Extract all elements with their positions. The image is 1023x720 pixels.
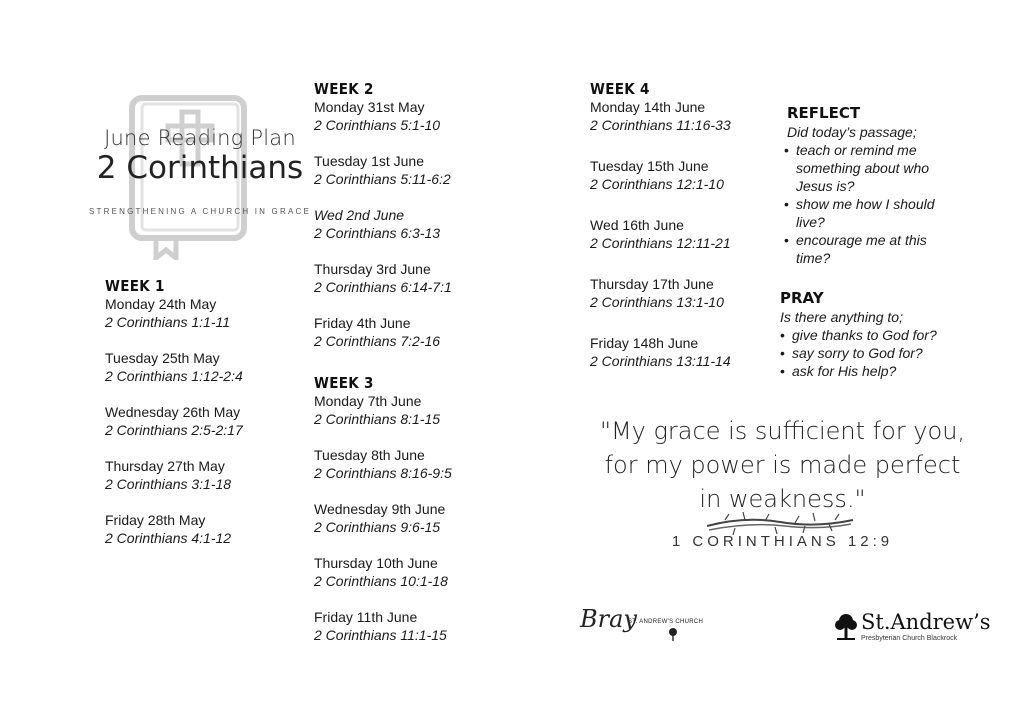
week-1-section (105, 277, 243, 565)
reading-entry (314, 260, 452, 296)
reading-entry (105, 403, 243, 439)
list-item: • encourage me at this time? (784, 231, 962, 267)
week-3-section (314, 374, 452, 662)
reading-entry (314, 98, 452, 134)
reflect-section (787, 103, 962, 267)
bray-logo-subtitle: ST. ANDREW'S CHURCH (628, 619, 704, 625)
reading-ref: 2 Corinthians 3:1-18 (105, 476, 232, 492)
reading-entry (314, 608, 452, 644)
reading-ref: 2 Corinthians 7:2-16 (314, 333, 441, 349)
reading-day: Tuesday 1st June (314, 153, 424, 169)
reading-entry (314, 446, 452, 482)
reading-ref: 2 Corinthians 5:1-10 (314, 117, 441, 133)
week-heading: WEEK 3 (314, 374, 374, 392)
reading-day: Monday 7th June (314, 393, 422, 409)
reading-entry (105, 511, 243, 547)
reflect-list (784, 141, 962, 267)
reading-entry (590, 216, 731, 252)
reading-day: Tuesday 8th June (314, 447, 425, 463)
st-andrews-name: St.Andrew’s (861, 610, 991, 634)
tree-icon (833, 612, 859, 642)
reading-day: Thursday 17th June (590, 276, 714, 292)
reading-entry (105, 295, 243, 331)
list-item: • ask for His help? (780, 362, 965, 380)
pray-heading: PRAY (780, 289, 824, 307)
pray-intro: Is there anything to; (780, 309, 903, 325)
list-item: • teach or remind me something about who Jesus is? (784, 141, 962, 195)
tagline: STRENGTHENING A CHURCH IN GRACE (89, 207, 311, 216)
bray-logo-script: Bray (580, 605, 637, 633)
reading-entry (314, 152, 452, 188)
pray-section (780, 288, 965, 380)
reflect-intro: Did today’s passage; (787, 124, 917, 140)
reading-ref: 2 Corinthians 8:1-15 (314, 411, 441, 427)
reading-day: Friday 28th May (105, 512, 206, 528)
reading-day: Monday 14th June (590, 99, 706, 115)
list-item: • show me how I should live? (784, 195, 962, 231)
reading-entry (590, 334, 731, 370)
reading-entry (105, 457, 243, 493)
pray-list (780, 326, 965, 380)
reading-entry (314, 500, 452, 536)
reading-day: Tuesday 15th June (590, 158, 709, 174)
reading-ref: 2 Corinthians 6:14-7:1 (314, 279, 452, 295)
reading-day: Wed 2nd June (314, 207, 405, 223)
week-4-section (590, 80, 731, 388)
reading-ref: 2 Corinthians 9:6-15 (314, 519, 441, 535)
reading-day: Thursday 3rd June (314, 261, 431, 277)
scripture-quote: "My grace is sufficient for you, for my power is made perfect in weakness." (599, 417, 966, 513)
st-andrews-logo (833, 610, 993, 646)
reading-ref: 2 Corinthians 13:1-10 (590, 294, 724, 310)
reading-day: Thursday 27th May (105, 458, 225, 474)
week-heading: WEEK 2 (314, 80, 374, 98)
reading-day: Friday 11th June (314, 609, 418, 625)
reading-ref: 2 Corinthians 11:16-33 (590, 117, 731, 133)
reflect-heading: REFLECT (787, 104, 861, 122)
reading-ref: 2 Corinthians 13:11-14 (590, 353, 731, 369)
reading-day: Friday 148h June (590, 335, 699, 351)
book-title: 2 Corinthians (96, 150, 304, 186)
reading-ref: 2 Corinthians 10:1-18 (314, 573, 448, 589)
reading-ref: 2 Corinthians 1:1-11 (105, 314, 231, 330)
list-item: • give thanks to God for? (780, 326, 965, 344)
reading-ref: 2 Corinthians 2:5-2:17 (105, 422, 243, 438)
reading-day: Tuesday 25th May (105, 350, 220, 366)
reading-entry (314, 206, 452, 242)
reading-entry (590, 275, 731, 311)
reading-day: Wednesday 26th May (105, 404, 241, 420)
reading-ref: 2 Corinthians 11:1-15 (314, 627, 447, 643)
reading-day: Thursday 10th June (314, 555, 438, 571)
week-heading: WEEK 1 (105, 277, 165, 295)
reading-entry (314, 314, 452, 350)
reading-ref: 2 Corinthians 8:16-9:5 (314, 465, 452, 481)
st-andrews-subtitle: Presbyterian Church Blackrock (861, 635, 958, 642)
reading-ref: 2 Corinthians 5:11-6:2 (314, 171, 451, 187)
reading-entry (105, 349, 243, 385)
reading-entry (590, 157, 731, 193)
reading-entry (314, 554, 452, 590)
reading-day: Monday 31st May (314, 99, 425, 115)
reading-ref: 2 Corinthians 1:12-2:4 (105, 368, 243, 384)
week-2-section (314, 80, 452, 368)
reading-day: Wednesday 9th June (314, 501, 446, 517)
reading-ref: 2 Corinthians 4:1-12 (105, 530, 232, 546)
tree-icon (668, 627, 678, 641)
scripture-reference: 1 CORINTHIANS 12:9 (671, 533, 894, 550)
plan-title: June Reading Plan (104, 126, 296, 150)
reading-day: Monday 24th May (105, 296, 217, 312)
reading-ref: 2 Corinthians 12:1-10 (590, 176, 724, 192)
bray-church-logo (580, 605, 704, 645)
reading-entry (314, 392, 452, 428)
reading-ref: 2 Corinthians 12:11-21 (590, 235, 731, 251)
week-heading: WEEK 4 (590, 80, 650, 98)
reading-day: Friday 4th June (314, 315, 411, 331)
list-item: • say sorry to God for? (780, 344, 965, 362)
reading-ref: 2 Corinthians 6:3-13 (314, 225, 441, 241)
reading-entry (590, 98, 731, 134)
reading-day: Wed 16th June (590, 217, 684, 233)
